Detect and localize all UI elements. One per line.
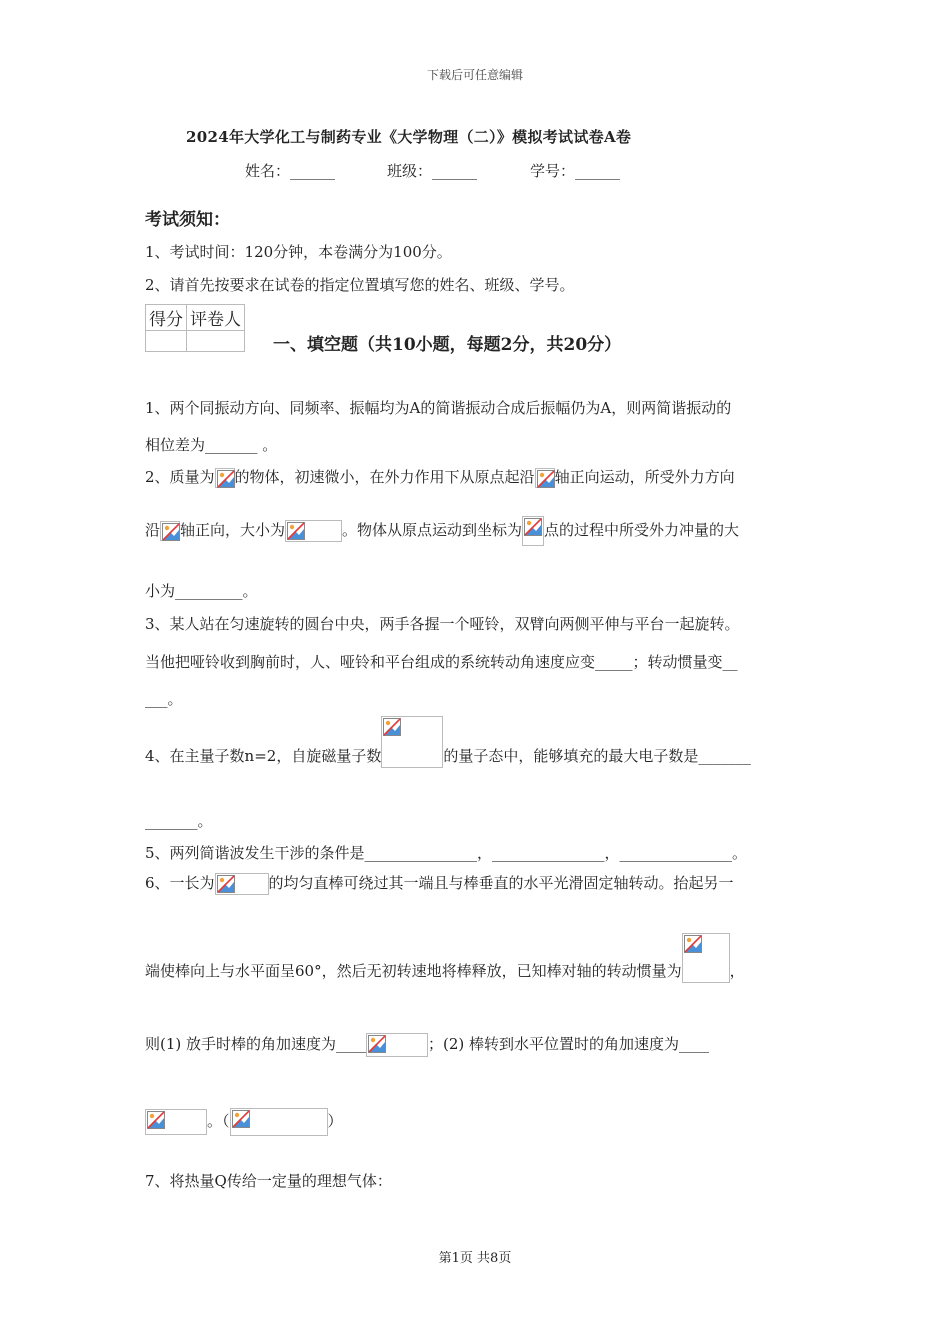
formula-image-icon bbox=[285, 520, 342, 542]
question-3-line-3: ___。 bbox=[145, 690, 183, 708]
question-1-line-1: 1、两个同振动方向、同频率、振幅均为A的简谐振动合成后振幅仍为A，则两简谐振动的 bbox=[145, 399, 732, 417]
formula-image-icon bbox=[215, 873, 269, 895]
question-6-line-1 bbox=[145, 872, 734, 895]
formula-image-icon bbox=[522, 516, 544, 546]
notice-heading: 考试须知： bbox=[145, 210, 230, 230]
text: 。（ bbox=[207, 1112, 230, 1130]
text: ） bbox=[327, 1112, 343, 1130]
text: ， bbox=[729, 962, 745, 980]
formula-image-icon bbox=[215, 468, 235, 488]
question-3-line-1: 3、某人站在匀速旋转的圆台中央，两手各握一个哑铃，双臂向两侧平伸与平台一起旋转。 bbox=[145, 615, 740, 633]
question-1-line-2: 相位差为_______ 。 bbox=[145, 436, 278, 454]
text: 的物体，初速微小，在外力作用下从原点起沿 bbox=[234, 468, 535, 486]
notice-item: 1、考试时间：120分钟，本卷满分为100分。 bbox=[145, 243, 452, 261]
text: 沿 bbox=[145, 521, 161, 539]
question-2-line-3: 小为_________。 bbox=[145, 582, 258, 600]
text: 2、质量为 bbox=[145, 468, 215, 486]
question-2-line-2 bbox=[145, 516, 739, 546]
formula-image-icon bbox=[366, 1033, 428, 1057]
student-id-field: 学号：______ bbox=[530, 162, 621, 180]
grader-cell bbox=[187, 331, 245, 352]
question-7: 7、将热量Q传给一定量的理想气体： bbox=[145, 1172, 392, 1190]
formula-image-icon bbox=[230, 1108, 328, 1136]
text: 轴正向运动，所受外力方向 bbox=[554, 468, 735, 486]
question-4-line-2: _______。 bbox=[145, 812, 213, 830]
score-cell bbox=[146, 331, 187, 352]
score-header: 得分 bbox=[146, 305, 187, 331]
text: 的量子态中，能够填充的最大电子数是_______ bbox=[443, 747, 751, 765]
question-6-line-4 bbox=[145, 1108, 343, 1136]
text: 。物体从原点运动到坐标为 bbox=[342, 521, 523, 539]
header-note: 下载后可任意编辑 bbox=[426, 68, 523, 82]
page-footer: 第1页 共8页 bbox=[438, 1251, 512, 1266]
formula-image-icon bbox=[145, 1109, 207, 1135]
formula-image-icon bbox=[160, 521, 180, 541]
formula-image-icon bbox=[381, 716, 443, 768]
question-2-line-1 bbox=[145, 466, 735, 488]
text: 的均匀直棒可绕过其一端且与棒垂直的水平光滑固定轴转动。抬起另一 bbox=[268, 874, 734, 892]
text: 轴正向，大小为 bbox=[180, 521, 286, 539]
question-6-line-2 bbox=[145, 933, 745, 983]
name-field: 姓名：______ bbox=[245, 162, 336, 180]
formula-image-icon bbox=[682, 933, 730, 983]
question-6-line-3 bbox=[145, 1033, 709, 1057]
question-3-line-2: 当他把哑铃收到胸前时，人、哑铃和平台组成的系统转动角速度应变_____；转动惯量变__ bbox=[145, 653, 738, 671]
section-title: 一、填空题（共10小题，每题2分，共20分） bbox=[273, 335, 622, 355]
text: 点的过程中所受外力冲量的大 bbox=[544, 521, 740, 539]
text: ；(2) 棒转到水平位置时的角加速度为____ bbox=[428, 1035, 710, 1053]
score-table bbox=[145, 304, 245, 352]
text: 6、一长为 bbox=[145, 874, 215, 892]
formula-image-icon bbox=[535, 468, 555, 488]
text: 则(1) 放手时棒的角加速度为____ bbox=[145, 1035, 367, 1053]
text: 4、在主量子数n=2，自旋磁量子数 bbox=[145, 747, 382, 765]
notice-item: 2、请首先按要求在试卷的指定位置填写您的姓名、班级、学号。 bbox=[145, 276, 575, 294]
question-5: 5、两列简谐波发生干涉的条件是_______________，_______________，_______________。 bbox=[145, 844, 748, 862]
question-4-line-1 bbox=[145, 716, 751, 768]
class-field: 班级：______ bbox=[387, 162, 478, 180]
text: 端使棒向上与水平面呈60°，然后无初转速地将棒释放，已知棒对轴的转动惯量为 bbox=[145, 962, 682, 980]
page-title: 2024年大学化工与制药专业《大学物理（二）》模拟考试试卷A卷 bbox=[186, 128, 632, 146]
grader-header: 评卷人 bbox=[187, 305, 245, 331]
